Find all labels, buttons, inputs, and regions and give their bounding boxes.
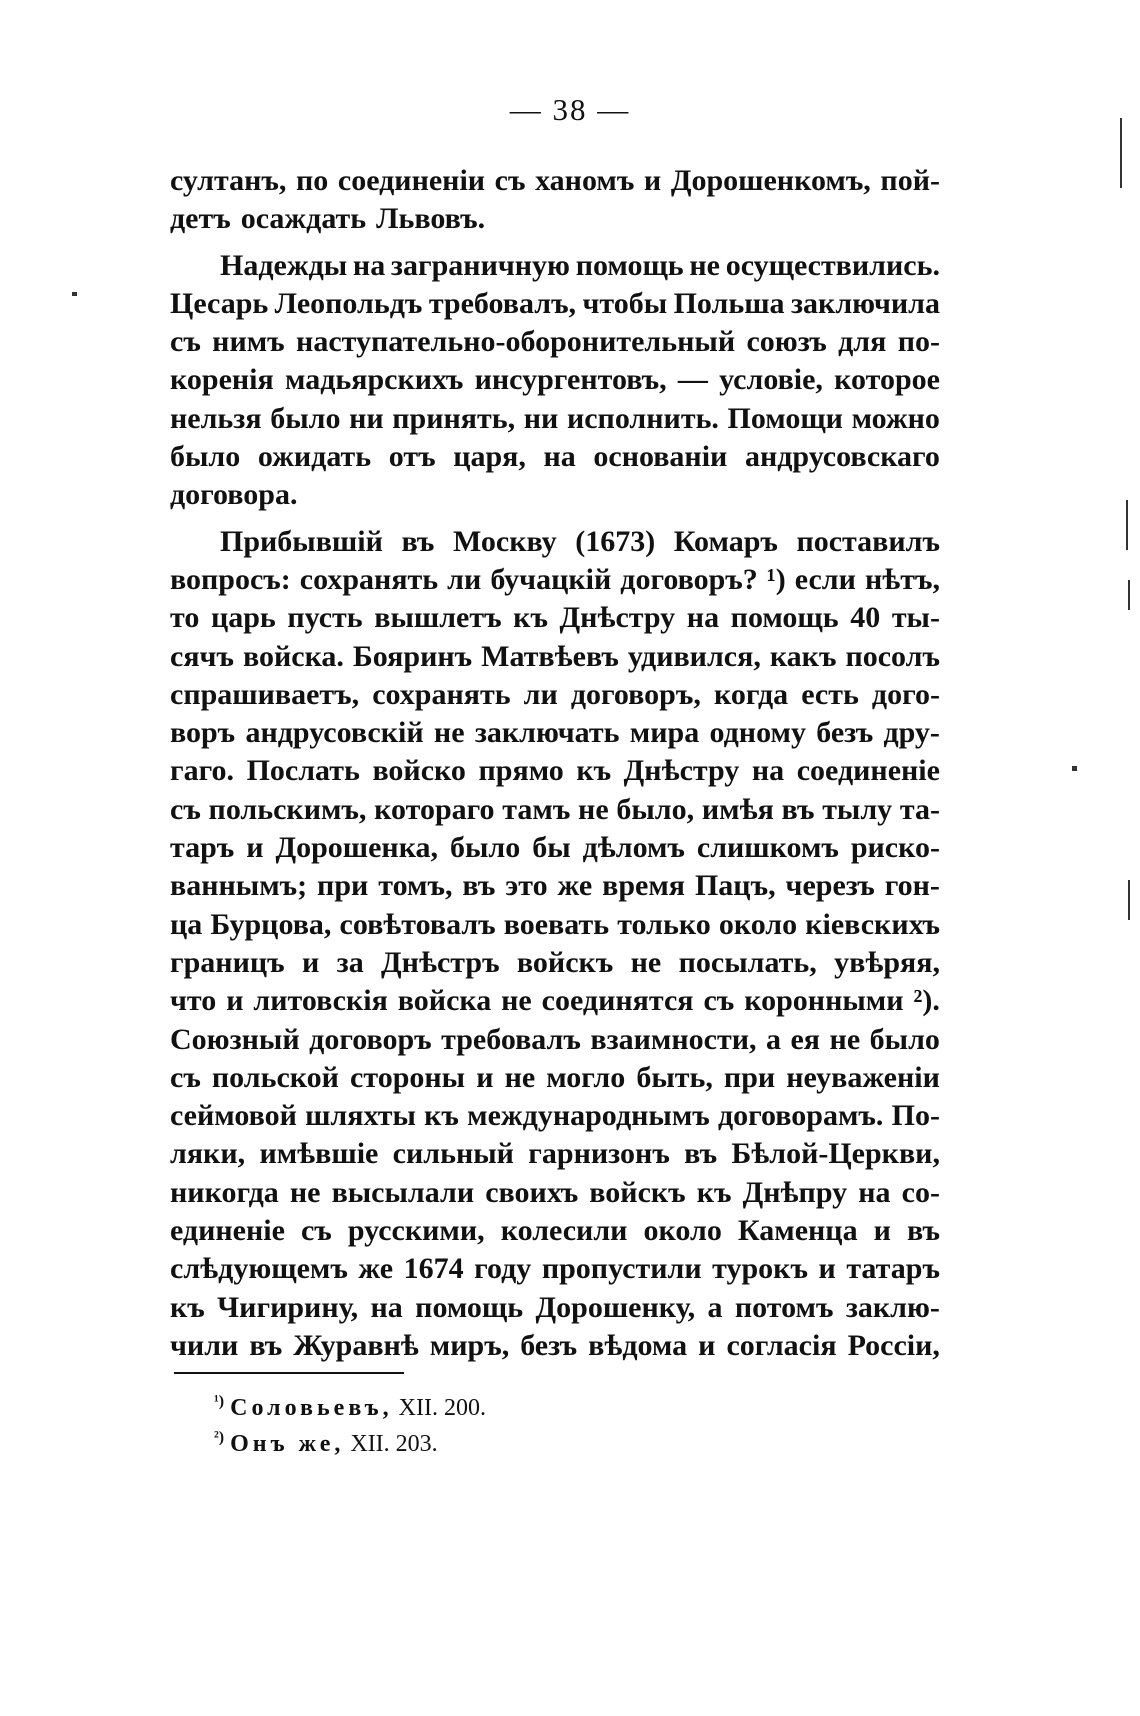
word: Дорошенкомъ, [670, 164, 871, 197]
word: тамъ [502, 792, 571, 826]
word: гаго. [170, 754, 234, 788]
word: Каменца [737, 1214, 858, 1248]
text-line [170, 1021, 940, 1059]
footnote-author: Онъ же, [230, 1431, 345, 1457]
word: нимъ [212, 325, 285, 359]
word: (1673) [575, 524, 656, 558]
word: мира [629, 716, 700, 750]
word: заключать [474, 716, 620, 750]
text-line [170, 200, 940, 238]
word: то [170, 601, 200, 635]
word: — [677, 363, 708, 397]
word: съ [703, 984, 735, 1018]
text-line [170, 247, 940, 285]
word: царь [210, 601, 276, 635]
word: въ [781, 792, 815, 826]
text-line [170, 829, 940, 867]
word: было [869, 1022, 940, 1056]
word: колесили [500, 1214, 628, 1248]
text-line [170, 1097, 940, 1135]
text-line [170, 285, 940, 323]
word: и [246, 831, 264, 865]
word: соединенiи [337, 164, 486, 197]
word: договоръ [309, 1022, 432, 1056]
text-line [170, 561, 940, 599]
word: въ [462, 869, 496, 903]
footnote-marker: ²) [214, 1429, 225, 1446]
word: сильный [392, 1137, 514, 1171]
word: спрашиваетъ, [170, 677, 360, 711]
text-line [170, 523, 940, 561]
word: договорамъ. [717, 1099, 884, 1133]
word: заграничную [390, 248, 570, 282]
word: чили [170, 1328, 239, 1362]
word: вышлетъ [374, 601, 502, 635]
word: польской [211, 1060, 339, 1094]
word: заклю- [845, 1290, 940, 1324]
word: детъ [170, 202, 231, 236]
word: въ [684, 1137, 718, 1171]
word: съ [300, 1214, 332, 1248]
footnote-reference: XII. 203. [350, 1431, 438, 1457]
word: только [617, 907, 711, 941]
word: соединятся [541, 984, 694, 1018]
word: а [765, 1022, 781, 1056]
scan-edge-mark [1126, 500, 1128, 550]
word: Дорошенку, [535, 1290, 696, 1324]
text-line [170, 162, 940, 200]
word: поставилъ [796, 524, 940, 558]
word: султанъ, [170, 164, 287, 197]
word: съ [494, 164, 526, 197]
word: въ [401, 524, 435, 558]
word: Союзный [170, 1022, 300, 1056]
word: требовалъ [441, 1022, 581, 1056]
word: къ [696, 1175, 732, 1209]
text-line [170, 1212, 940, 1250]
word: слишкомъ [696, 831, 839, 865]
text-line [170, 752, 940, 790]
word: и [698, 1328, 716, 1362]
word: Львовъ. [376, 202, 486, 236]
word: 1674 [403, 1252, 464, 1286]
word: Днѣстру [559, 601, 676, 635]
word: осуществились. [725, 248, 940, 282]
word: высылали [331, 1175, 475, 1209]
word: со- [901, 1175, 940, 1209]
word: и [476, 1060, 494, 1094]
word: и [226, 984, 244, 1018]
word: Бояринъ [352, 639, 473, 673]
word: ляки, [170, 1137, 246, 1171]
word: согласiя [726, 1328, 837, 1362]
text-line [170, 944, 940, 982]
text-line [170, 476, 940, 514]
text-line [170, 982, 940, 1020]
word: же [358, 1252, 394, 1286]
word: единенiе [170, 1214, 285, 1248]
word: договора. [170, 478, 298, 512]
word: дого- [871, 677, 940, 711]
word: по- [897, 325, 940, 359]
word: Днѣстръ [381, 945, 500, 979]
word: было [170, 440, 241, 474]
word: къ [513, 601, 548, 635]
word: договоръ, [570, 677, 701, 711]
word: границъ [170, 945, 285, 979]
word: Комаръ [673, 524, 778, 558]
word: стороны [350, 1060, 466, 1094]
word: Журавнѣ [293, 1328, 419, 1362]
word: котораго [374, 792, 495, 826]
word: наступательно-оборонительный [296, 325, 736, 359]
word: не [289, 1175, 321, 1209]
word: войскъ [589, 1175, 686, 1209]
word: инсургентовъ, [474, 363, 667, 397]
scan-edge-mark [1128, 580, 1130, 610]
text-line [170, 906, 940, 944]
word: царя, [453, 440, 526, 474]
word: при [723, 1060, 776, 1094]
word: не [504, 1060, 536, 1094]
word: войска. [242, 639, 344, 673]
word: сеймовой [170, 1099, 297, 1133]
word: Днѣстру [623, 754, 740, 788]
text-line [170, 714, 940, 752]
word: Леопольдъ [274, 286, 423, 320]
word: за [336, 945, 364, 979]
word: ¹) [766, 562, 786, 596]
word: къ [576, 754, 612, 788]
word: быть, [636, 1060, 713, 1094]
word: не [630, 945, 662, 979]
word: отъ [388, 440, 436, 474]
word: Москву [452, 524, 557, 558]
body-text [170, 162, 940, 1365]
word: потомъ [734, 1290, 834, 1324]
word: кiевскихъ [805, 907, 940, 941]
word: есть [801, 677, 859, 711]
text-line [170, 400, 940, 438]
word: Помощи [727, 401, 843, 435]
word: воръ [170, 716, 236, 750]
word: что [170, 984, 217, 1018]
word: нельзя [170, 401, 262, 435]
word: можно [851, 401, 940, 435]
word: По- [891, 1099, 940, 1133]
word: въ [249, 1328, 283, 1362]
word: совѣтовалъ [339, 907, 496, 941]
footnote [214, 1426, 486, 1462]
word: никогда [170, 1175, 279, 1209]
word: войска [397, 984, 492, 1018]
word: та- [899, 792, 940, 826]
word: андрусовскiй [245, 716, 424, 750]
footnote-reference: XII. 200. [398, 1395, 486, 1421]
word: ни [523, 401, 559, 435]
word: войскъ [516, 945, 614, 979]
word: имѣвшiе [259, 1137, 379, 1171]
word: Надежды [220, 248, 348, 282]
word: какъ [769, 639, 837, 673]
word: гарнизонъ [528, 1137, 670, 1171]
text-line [170, 1289, 940, 1327]
word: не [433, 716, 465, 750]
footnote [214, 1390, 486, 1426]
word: помощь [415, 1290, 524, 1324]
word: было [449, 831, 521, 865]
word: таръ [170, 831, 235, 865]
word: и [643, 164, 662, 197]
word: пой- [880, 164, 940, 197]
word: ли [447, 562, 482, 596]
word: чтобы [582, 286, 668, 320]
word: къ [424, 1099, 459, 1133]
word: ²). [913, 984, 940, 1018]
word: основанiи [593, 440, 728, 474]
word: ханомъ [535, 164, 635, 197]
word: Прибывшiй [220, 524, 383, 558]
word: около [643, 1214, 722, 1248]
footnotes [214, 1390, 486, 1462]
word: ни [349, 401, 384, 435]
word: если [794, 562, 856, 596]
word: пусть [287, 601, 363, 635]
text-line [170, 1059, 940, 1097]
word: Днѣпру [742, 1175, 848, 1209]
word: увѣряя, [834, 945, 940, 979]
word: для [838, 325, 887, 359]
word: ваннымъ; [170, 869, 308, 903]
word: вѣдома [588, 1328, 688, 1362]
word: Чигирину, [217, 1290, 359, 1324]
word: коронными [744, 984, 904, 1018]
word: шляхты [305, 1099, 416, 1133]
text-line [170, 323, 940, 361]
word: тылу [822, 792, 893, 826]
text-line [170, 791, 940, 829]
text-line [170, 1250, 940, 1288]
scan-edge-mark [1120, 118, 1122, 188]
word: дѣломъ [582, 831, 685, 865]
word: томъ, [378, 869, 453, 903]
text-line [170, 1327, 940, 1365]
word: Пацъ, [694, 869, 776, 903]
word: и [818, 1252, 836, 1286]
word: дру- [883, 716, 940, 750]
word: риско- [850, 831, 940, 865]
word: посылать, [678, 945, 817, 979]
word: условiе, [719, 363, 823, 397]
word: Россiи, [847, 1328, 940, 1362]
word: принять, [392, 401, 516, 435]
word: сохранять [299, 562, 439, 596]
word: нѣтъ, [864, 562, 940, 596]
page-number: — 38 — [509, 92, 631, 127]
word: это [505, 869, 548, 903]
word: на [352, 248, 386, 282]
word: договоръ? [620, 562, 758, 596]
word: осаждать [240, 202, 367, 236]
word: Бурцова, [210, 907, 332, 941]
word: на [751, 754, 785, 788]
text-line [170, 867, 940, 905]
word: имѣя [701, 792, 774, 826]
word: не [501, 984, 532, 1018]
word: русскими, [347, 1214, 485, 1248]
word: бучацкiй [490, 562, 612, 596]
word: 40 [850, 601, 881, 635]
text-line [170, 676, 940, 714]
word: пропустили [541, 1252, 702, 1286]
scan-edge-mark [72, 292, 77, 296]
word: на [543, 440, 576, 474]
text-line [170, 599, 940, 637]
word: международнымъ [467, 1099, 710, 1133]
word: къ [170, 1290, 205, 1324]
word: Матвѣевъ [481, 639, 619, 673]
word: сячъ [170, 639, 234, 673]
word: удивился, [627, 639, 761, 673]
word: въ [907, 1214, 940, 1248]
footnote-author: Соловьевъ, [230, 1395, 393, 1421]
word: не [578, 792, 609, 826]
footnote-marker: ¹) [214, 1393, 225, 1410]
word: андрусовскаго [744, 440, 940, 474]
word: съ [170, 792, 201, 826]
word: на [370, 1290, 403, 1324]
word: на [686, 601, 720, 635]
text-line [170, 1174, 940, 1212]
text-line [170, 1135, 940, 1173]
word: коренiя [170, 363, 274, 397]
word: своихъ [485, 1175, 579, 1209]
word: вопросъ: [170, 562, 291, 596]
word: съ [170, 1060, 201, 1094]
word: году [474, 1252, 532, 1286]
word: миръ, [429, 1328, 510, 1362]
word: войско [372, 754, 466, 788]
word: черезъ [785, 869, 875, 903]
word: ли [523, 677, 558, 711]
text-line [170, 638, 940, 676]
word: сохранять [372, 677, 511, 711]
word: польскимъ, [208, 792, 367, 826]
word: исполнить. [566, 401, 719, 435]
word: когда [713, 677, 789, 711]
word: помощь [730, 601, 839, 635]
word: не [829, 1022, 861, 1056]
word: требовалъ, [428, 286, 577, 320]
word: ты- [891, 601, 940, 635]
word: могло [546, 1060, 626, 1094]
word: по [295, 164, 329, 197]
word: литовскiя [253, 984, 388, 1018]
word: одному [709, 716, 806, 750]
word: которое [834, 363, 940, 397]
word: при [317, 869, 369, 903]
word: около [718, 907, 798, 941]
word: съ [170, 325, 201, 359]
word: бы [532, 831, 571, 865]
word: заключила [790, 286, 940, 320]
word: и [873, 1214, 891, 1248]
text-line [170, 361, 940, 399]
word: Польша [673, 286, 785, 320]
word: посолъ [845, 639, 940, 673]
word: ца [170, 907, 203, 941]
word: неуваженiи [786, 1060, 940, 1094]
word: ея [790, 1022, 821, 1056]
word: безъ [520, 1328, 578, 1362]
word: помощь [575, 248, 684, 282]
word: прямо [478, 754, 564, 788]
word: на [858, 1175, 891, 1209]
word: взаимности, [590, 1022, 757, 1056]
word: Бѣлой-Церкви, [731, 1137, 940, 1171]
word: не [689, 248, 720, 282]
word: а [707, 1290, 723, 1324]
word: союзъ [746, 325, 827, 359]
word: время [602, 869, 686, 903]
word: гон- [884, 869, 940, 903]
word: Дорошенка, [275, 831, 439, 865]
word: воевать [503, 907, 610, 941]
word: слѣдующемъ [170, 1252, 348, 1286]
word: безъ [816, 716, 874, 750]
word: ожидать [257, 440, 372, 474]
word: же [557, 869, 593, 903]
word: было [270, 401, 341, 435]
word: и [302, 945, 320, 979]
word: турокъ [712, 1252, 808, 1286]
word: Цесарь [170, 286, 269, 320]
word: мадьярскихъ [284, 363, 464, 397]
scan-edge-mark [1128, 880, 1130, 920]
word: соединенiе [796, 754, 940, 788]
footnote-rule [174, 1372, 404, 1374]
scan-edge-mark [1072, 766, 1077, 771]
word: Послать [246, 754, 360, 788]
word: татаръ [846, 1252, 940, 1286]
word: было, [616, 792, 695, 826]
text-line [170, 438, 940, 476]
